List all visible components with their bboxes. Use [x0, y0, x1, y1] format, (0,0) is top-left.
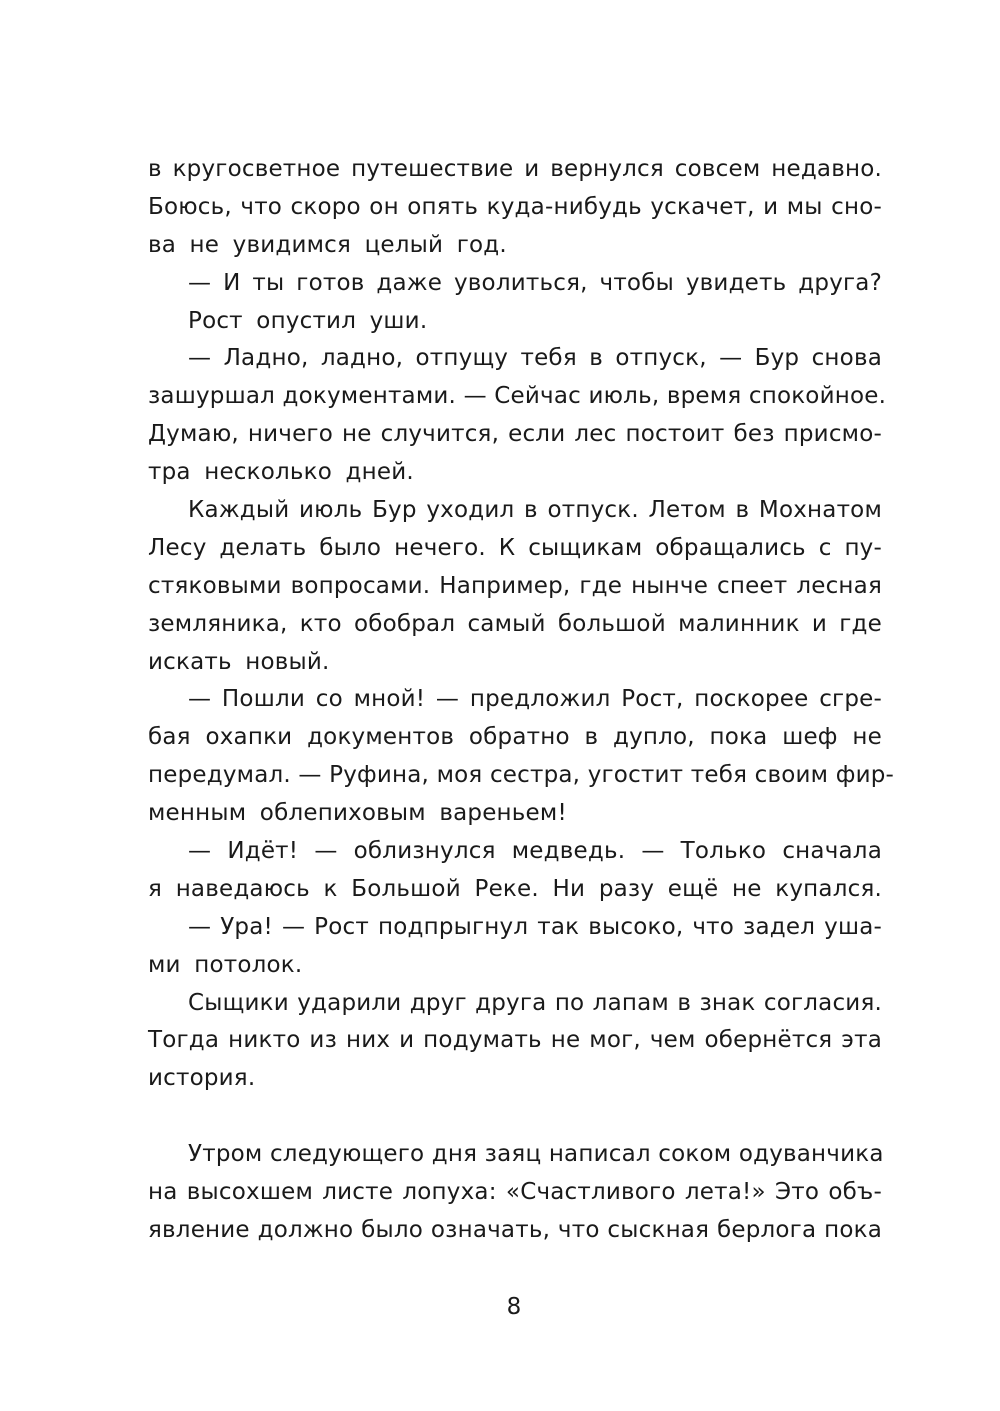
text-line: — Идёт! — облизнулся медведь. — Только сначала — [188, 838, 882, 865]
text-line: бая охапки документов обратно в дупло, пока шеф не — [148, 724, 882, 751]
text-line: Тогда никто из них и подумать не мог, чем обернётся эта — [148, 1027, 882, 1054]
text-line: в кругосветное путешествие и вернулся совсем недавно. — [148, 156, 882, 182]
section-break — [148, 1098, 882, 1136]
text-line: Сыщики ударили друг друга по лапам в знак согласия. — [188, 989, 882, 1016]
page-number: 8 — [506, 1294, 522, 1320]
text-line: искать новый. — [148, 648, 330, 675]
text-line: Лесу делать было нечего. К сыщикам обращались с пу- — [148, 534, 882, 561]
text-line: — Ура! — Рост подпрыгнул так высоко, что задел уша- — [188, 913, 882, 940]
text-line: ва не увидимся целый год. — [148, 231, 507, 258]
text-line: стяковыми вопросами. Например, где нынче спеет лесная — [148, 572, 882, 599]
text-line: Утром следующего дня заяц написал соком одуванчика — [188, 1141, 884, 1168]
text-line: Думаю, ничего не случится, если лес постоит без присмо- — [148, 421, 882, 448]
text-line: зашуршал документами. — Сейчас июль, время спокойное. — [148, 383, 887, 410]
text-line: передумал. — Руфина, моя сестра, угостит тебя своим фир- — [148, 762, 895, 789]
text-line: Боюсь, что скоро он опять куда-нибудь ускачет, и мы сно- — [148, 193, 882, 220]
text-line: ми потолок. — [148, 951, 303, 978]
body-text — [148, 151, 895, 1250]
text-line: менным облепиховым вареньем! — [148, 800, 567, 827]
text-line: — И ты готов даже уволиться, чтобы увидеть друга? — [188, 269, 882, 296]
text-line: на высохшем листе лопуха: «Счастливого лета!» Это объ- — [148, 1179, 882, 1206]
text-line: земляника, кто обобрал самый большой малинник и где — [148, 610, 882, 637]
text-line: — Ладно, ладно, отпущу тебя в отпуск, — Бур снова — [188, 345, 882, 372]
text-line: Рост опустил уши. — [188, 307, 428, 334]
text-line: я наведаюсь к Большой Реке. Ни разу ещё не купался. — [148, 875, 882, 902]
text-line: — Пошли со мной! — предложил Рост, поскорее сгре- — [188, 686, 882, 713]
text-line: история. — [148, 1065, 256, 1092]
text-line: тра несколько дней. — [148, 459, 414, 486]
text-line: Каждый июль Бур уходил в отпуск. Летом в Мохнатом — [188, 497, 882, 524]
text-line: явление должно было означать, что сыскная берлога пока — [148, 1216, 882, 1243]
